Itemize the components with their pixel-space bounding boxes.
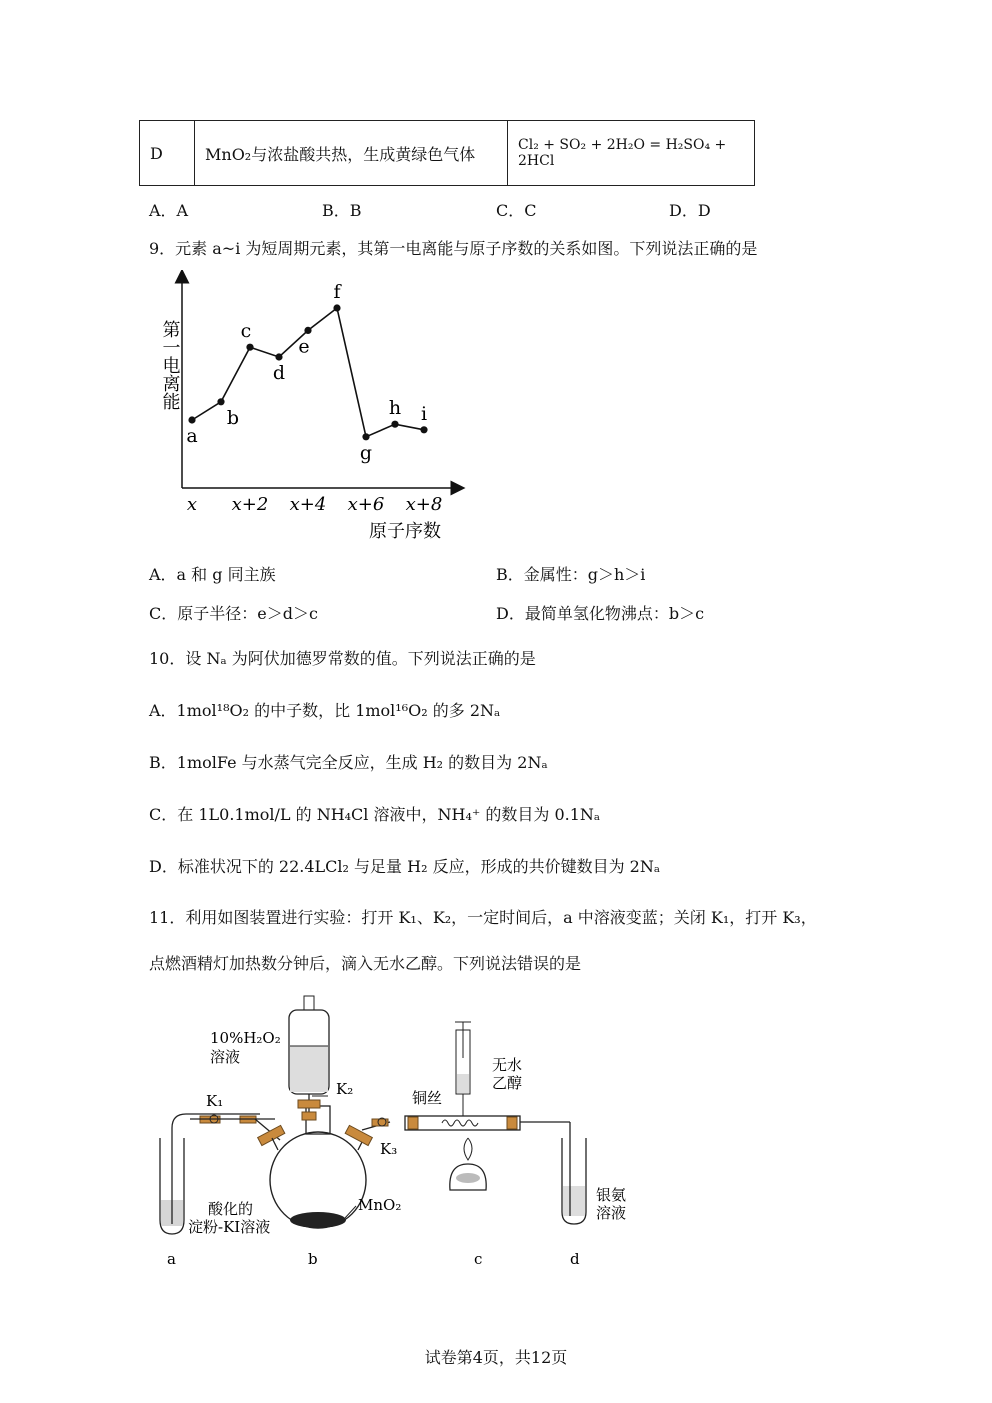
dropping-funnel [289, 996, 329, 1120]
label-h2o2-2: 溶液 [210, 1048, 241, 1066]
point-label-h: h [388, 397, 402, 420]
point-label-a: a [186, 425, 198, 447]
x-axis-label: 原子序数 [369, 521, 441, 542]
q9-stem: 9．元素 a~i 为短周期元素，其第一电离能与原子序数的关系如图。下列说法正确的是 [149, 239, 758, 258]
q11-stem-line-1: 11．利用如图装置进行实验：打开 K₁、K₂，一定时间后，a 中溶液变蓝；关闭 K₁，打开 K₃， [149, 908, 817, 927]
q10-option-b[interactable]: B．1molFe 与水蒸气完全反应，生成 H₂ 的数目为 2Nₐ [149, 753, 548, 772]
data-point-c [246, 344, 253, 351]
answer-table-row-d [139, 120, 755, 186]
data-point-f [333, 304, 340, 311]
test-tube-d [562, 1122, 586, 1224]
q11-stem-line-2: 点燃酒精灯加热数分钟后，滴入无水乙醇。下列说法错误的是 [149, 954, 582, 973]
point-label-c: c [240, 320, 252, 343]
q10-option-c[interactable]: C．在 1L0.1mol/L 的 NH₄Cl 溶液中，NH₄⁺ 的数目为 0.1Nₐ [149, 805, 601, 824]
q10-option-d[interactable]: D．标准状况下的 22.4LCl₂ 与足量 H₂ 反应，形成的共价键数目为 2Nₐ [149, 857, 661, 876]
valve-k3[interactable] [372, 1118, 388, 1126]
label-ethanol-1: 无水 [492, 1056, 523, 1074]
apparatus-diagram [150, 988, 650, 1278]
label-k1: K₁ [206, 1092, 224, 1110]
point-label-d: d [272, 362, 286, 384]
q9-option-b[interactable]: B．金属性：g＞h＞i [496, 565, 646, 584]
data-point-i [420, 426, 427, 433]
x-tick-label: x+6 [347, 494, 385, 515]
q10-stem: 10．设 Nₐ 为阿伏加德罗常数的值。下列说法正确的是 [149, 649, 536, 668]
y-axis-label: 第一电离能 [159, 320, 181, 410]
tag-b: b [308, 1250, 318, 1268]
label-h2o2-1: 10%H₂O₂ [210, 1029, 281, 1047]
tube-c [405, 1116, 570, 1130]
tag-a: a [167, 1250, 176, 1268]
data-point-e [304, 327, 311, 334]
x-tick-label: x+4 [289, 494, 327, 515]
alcohol-lamp [450, 1138, 486, 1190]
q10-option-a[interactable]: A．1mol¹⁸O₂ 的中子数，比 1mol¹⁶O₂ 的多 2Nₐ [149, 701, 501, 720]
data-point-d [275, 353, 282, 360]
data-point-h [391, 421, 398, 428]
point-label-i: i [420, 402, 428, 425]
x-tick-label: x+2 [231, 494, 269, 515]
q8-option-a[interactable]: A．A [149, 201, 189, 220]
row-equation: Cl₂ + SO₂ + 2H₂O = H₂SO₄ + 2HCl [508, 121, 755, 186]
row-description: MnO₂与浓盐酸共热，生成黄绿色气体 [195, 121, 508, 186]
syringe [455, 1022, 471, 1116]
three-neck-flask-b [270, 1106, 366, 1228]
data-point-b [217, 398, 224, 405]
q8-option-d[interactable]: D．D [669, 201, 711, 220]
label-mno2: MnO₂ [358, 1196, 402, 1214]
x-tick-label: x+8 [405, 494, 443, 515]
tag-c: c [474, 1250, 483, 1268]
label-k3: K₃ [380, 1140, 398, 1158]
label-ki-2: 淀粉-KI溶液 [188, 1218, 271, 1236]
row-label: D [140, 121, 195, 186]
q9-option-a[interactable]: A．a 和 g 同主族 [149, 565, 276, 584]
q8-option-b[interactable]: B．B [322, 201, 362, 220]
label-silver-1: 银氨 [596, 1186, 627, 1204]
label-ethanol-2: 乙醇 [492, 1074, 523, 1092]
tag-d: d [570, 1250, 580, 1268]
point-label-b: b [226, 406, 240, 429]
x-tick-label: x [186, 494, 198, 515]
label-ki-1: 酸化的 [208, 1200, 254, 1218]
ionization-energy-chart [140, 270, 480, 550]
q8-option-c[interactable]: C．C [496, 201, 537, 220]
point-label-g: g [359, 441, 373, 464]
label-copper: 铜丝 [412, 1089, 443, 1107]
page-footer: 试卷第4页，共12页 [424, 1348, 568, 1367]
point-label-e: e [298, 335, 310, 358]
q9-option-d[interactable]: D．最简单氢化物沸点：b＞c [496, 604, 705, 623]
q9-option-c[interactable]: C．原子半径：e＞d＞c [149, 604, 318, 623]
stopper-left [258, 1125, 285, 1145]
data-point-a [188, 416, 195, 423]
label-silver-2: 溶液 [596, 1204, 627, 1222]
point-label-f: f [333, 281, 341, 303]
data-point-g [362, 433, 369, 440]
label-k2: K₂ [336, 1080, 354, 1098]
